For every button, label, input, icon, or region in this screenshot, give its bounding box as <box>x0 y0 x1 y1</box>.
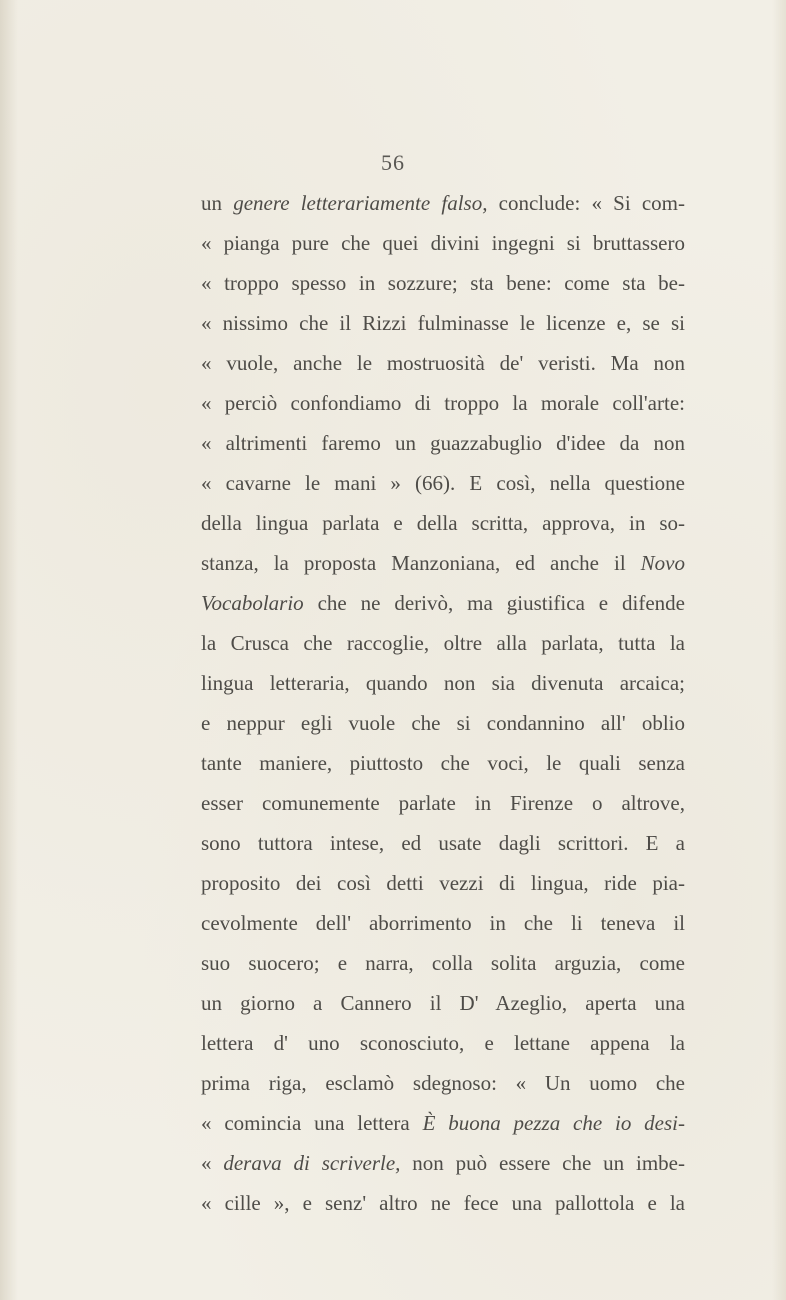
text-segment: che ne derivò, ma giustifica e difende <box>303 591 685 615</box>
text-line <box>201 543 685 583</box>
text-segment: e neppur egli vuole che si condannino all' oblio <box>201 711 685 735</box>
text-segment: conclude: « Si com- <box>487 191 685 215</box>
text-segment: un <box>201 191 234 215</box>
text-line <box>201 743 685 783</box>
italic-text-segment: Novo <box>640 551 685 575</box>
text-segment: « pianga pure che quei divini ingegni si bruttassero <box>201 231 685 255</box>
text-line <box>201 583 685 623</box>
text-line <box>201 303 685 343</box>
text-line <box>201 1103 685 1143</box>
text-line <box>201 943 685 983</box>
text-segment: lingua letteraria, quando non sia divenuta arcaica; <box>201 671 685 695</box>
italic-text-segment: Vocabolario <box>201 591 304 615</box>
text-segment: « cavarne le mani » (66). E così, nella questione <box>201 471 685 495</box>
text-line <box>201 703 685 743</box>
text-segment: « troppo spesso in sozzure; sta bene: come sta be- <box>201 271 685 295</box>
text-segment: « cille », e senz' altro ne fece una pallottola e la <box>201 1191 685 1215</box>
text-line <box>201 823 685 863</box>
text-line <box>201 463 685 503</box>
italic-text-segment: È buona pezza che io desi- <box>422 1111 685 1135</box>
text-segment: tante maniere, piuttosto che voci, le quali senza <box>201 751 685 775</box>
italic-text-segment: derava di scriverle, <box>223 1151 401 1175</box>
text-segment: prima riga, esclamò sdegnoso: « Un uomo che <box>201 1071 685 1095</box>
text-line <box>201 1183 685 1223</box>
text-segment: la Crusca che raccoglie, oltre alla parlata, tutta la <box>201 631 685 655</box>
text-line <box>201 343 685 383</box>
text-segment: proposito dei così detti vezzi di lingua, ride pia- <box>201 871 685 895</box>
text-segment: un giorno a Cannero il D' Azeglio, aperta una <box>201 991 685 1015</box>
text-line <box>201 383 685 423</box>
text-line <box>201 783 685 823</box>
text-line <box>201 223 685 263</box>
text-line <box>201 503 685 543</box>
text-segment: sono tuttora intese, ed usate dagli scrittori. E a <box>201 831 685 855</box>
text-line <box>201 863 685 903</box>
text-segment: « <box>201 1151 224 1175</box>
text-line <box>201 1063 685 1103</box>
text-segment: « vuole, anche le mostruosità de' veristi. Ma non <box>201 351 685 375</box>
text-line <box>201 623 685 663</box>
text-line <box>201 983 685 1023</box>
text-line <box>201 1023 685 1063</box>
text-segment: « nissimo che il Rizzi fulminasse le licenze e, se si <box>201 311 685 335</box>
text-segment: « comincia una lettera <box>201 1111 423 1135</box>
text-segment: non può essere che un imbe- <box>400 1151 685 1175</box>
italic-text-segment: genere letterariamente falso, <box>233 191 488 215</box>
body-text <box>201 183 685 1223</box>
text-segment: della lingua parlata e della scritta, approva, in so- <box>201 511 685 535</box>
text-line <box>201 663 685 703</box>
text-segment: esser comunemente parlate in Firenze o altrove, <box>201 791 685 815</box>
text-line <box>201 903 685 943</box>
text-line <box>201 183 685 223</box>
page-number: 56 <box>381 150 405 175</box>
text-segment: stanza, la proposta Manzoniana, ed anche il <box>201 551 641 575</box>
text-segment: « perciò confondiamo di troppo la morale coll'arte: <box>201 391 685 415</box>
text-segment: lettera d' uno sconosciuto, e lettane appena la <box>201 1031 685 1055</box>
text-line <box>201 263 685 303</box>
page-edge-shadow-left <box>0 0 18 1300</box>
text-segment: suo suocero; e narra, colla solita arguzia, come <box>201 951 685 975</box>
text-line <box>201 1143 685 1183</box>
page-edge-shadow-right <box>772 0 786 1300</box>
text-segment: « altrimenti faremo un guazzabuglio d'idee da non <box>201 431 685 455</box>
text-segment: cevolmente dell' aborrimento in che li teneva il <box>201 911 685 935</box>
text-line <box>201 423 685 463</box>
